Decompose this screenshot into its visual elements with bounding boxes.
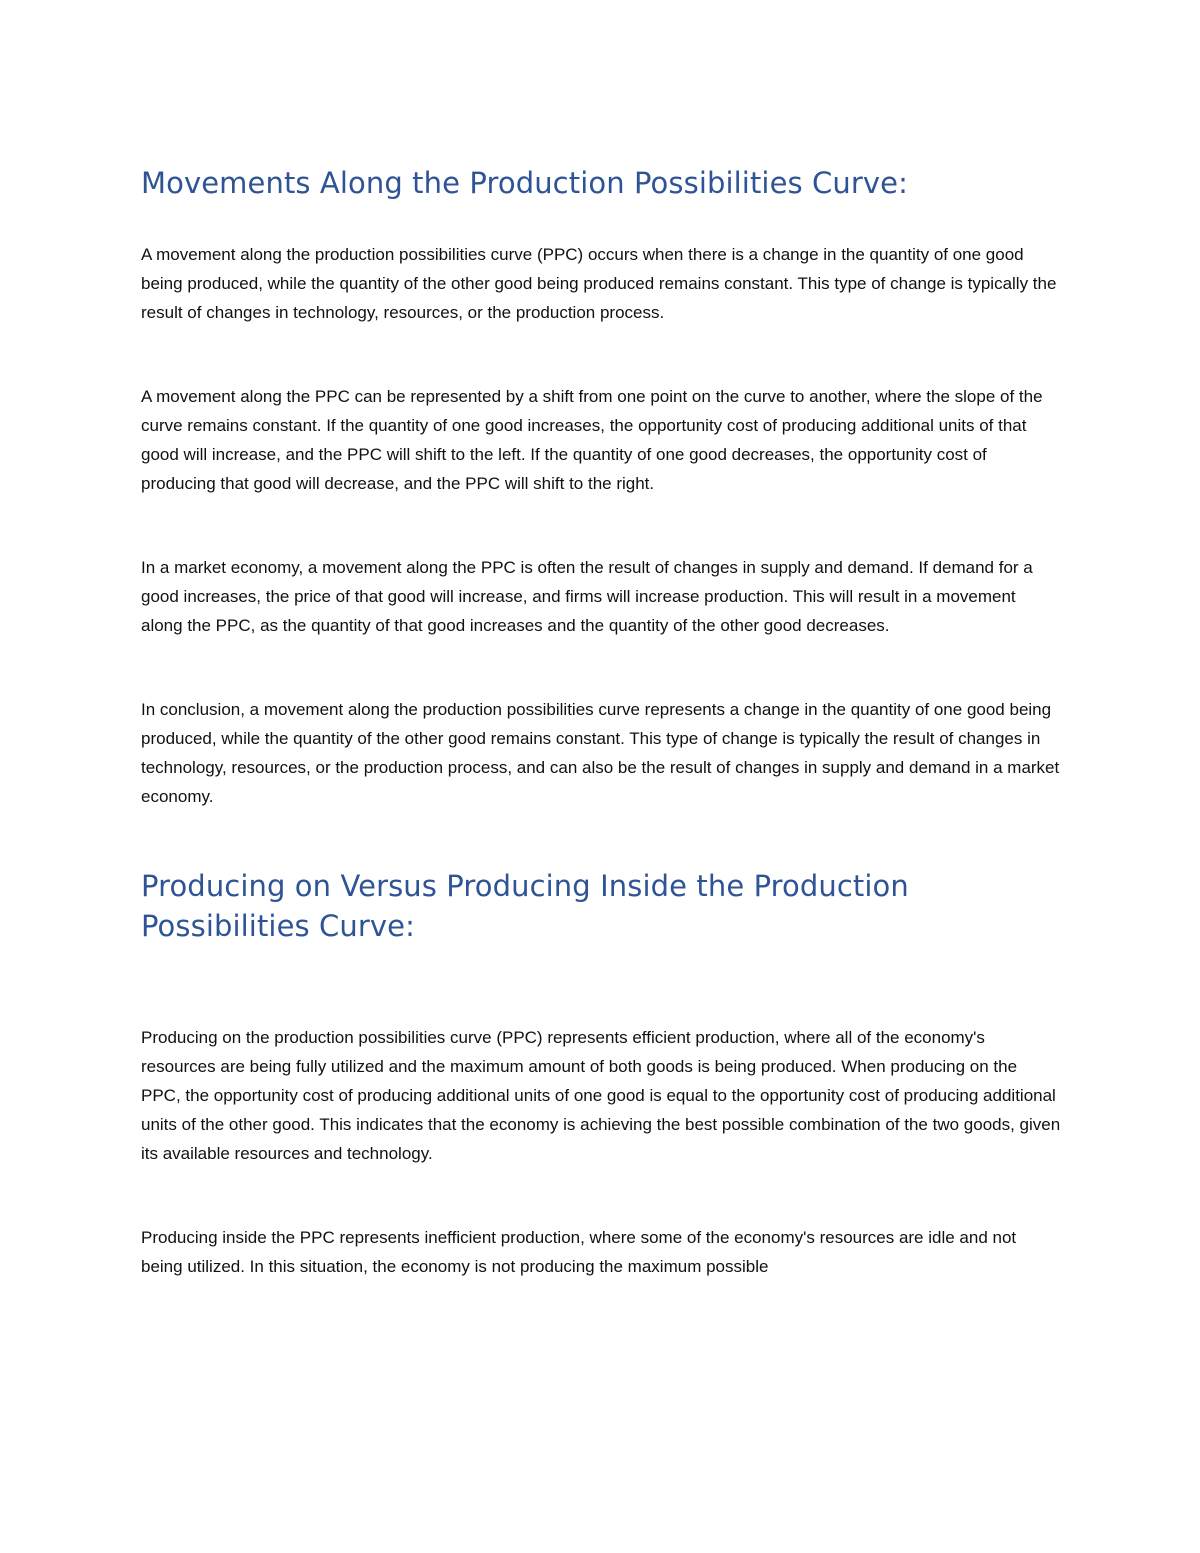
paragraph: In a market economy, a movement along the PPC is often the result of changes in supply and demand. If demand for a good increases, the price of that good will increase, and firms will increase production. This will result in a movement along the PPC, as the quantity of that good increases and the quantity of the other good decreases. <box>141 558 1033 635</box>
paragraph: Producing inside the PPC represents inefficient production, where some of the economy's resources are idle and not being utilized. In this situation, the economy is not producing the maximum possible <box>141 1228 1017 1276</box>
section-heading-producing-on-versus-inside: Producing on Versus Producing Inside the Production Possibilities Curve: <box>141 869 909 943</box>
document-body <box>141 163 1061 1281</box>
section-heading-movements: Movements Along the Production Possibilities Curve: <box>141 166 908 200</box>
paragraph: A movement along the PPC can be represented by a shift from one point on the curve to another, where the slope of the curve remains constant. If the quantity of one good increases, the opportunity cost of producing additional units of that good will increase, and the PPC will shift to the left. If the quantity of one good decreases, the opportunity cost of producing that good will decrease, and the PPC will shift to the right. <box>141 387 1043 493</box>
paragraph: In conclusion, a movement along the production possibilities curve represents a change in the quantity of one good being produced, while the quantity of the other good remains constant. This type of change is typically the result of changes in technology, resources, or the production process, and can also be the result of changes in supply and demand in a market economy. <box>141 700 1060 806</box>
paragraph: Producing on the production possibilities curve (PPC) represents efficient production, where all of the economy's resources are being fully utilized and the maximum amount of both goods is being produced. When producing on the PPC, the opportunity cost of producing additional units of one good is equal to the opportunity cost of producing additional units of the other good. This indicates that the economy is achieving the best possible combination of the two goods, given its available resources and technology. <box>141 1028 1061 1163</box>
paragraph: A movement along the production possibilities curve (PPC) occurs when there is a change in the quantity of one good being produced, while the quantity of the other good being produced remains constant. This type of change is typically the result of changes in technology, resources, or the production process. <box>141 245 1057 322</box>
